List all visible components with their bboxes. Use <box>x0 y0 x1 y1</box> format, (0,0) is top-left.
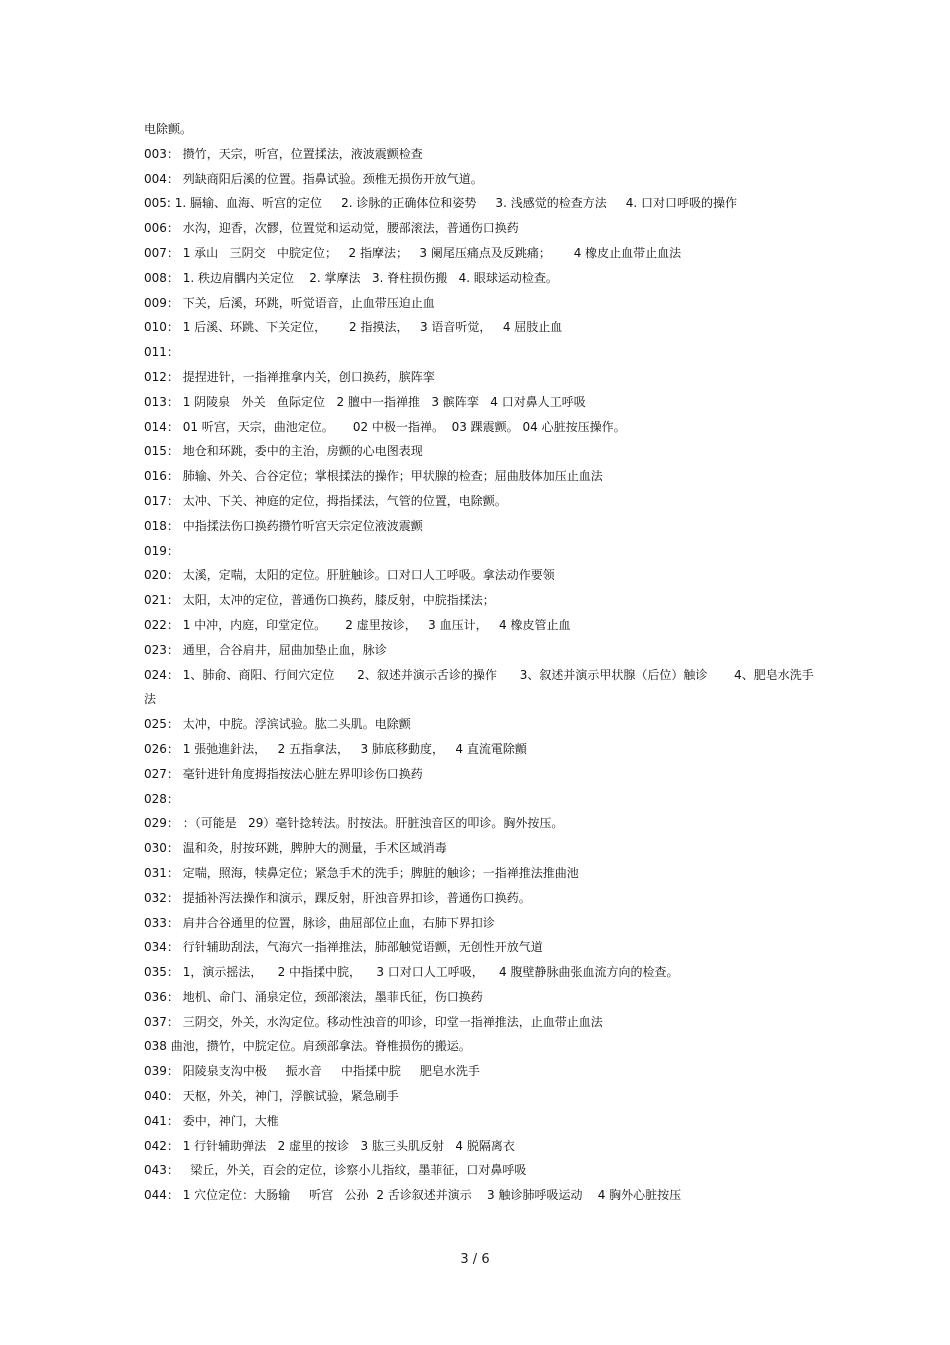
text-line: 021： 太阳，太冲的定位，普通伤口换药，膝反射，中脘指揉法； <box>144 593 495 608</box>
text-line: 006： 水沟，迎香，次髎，位置觉和运动觉，腰部滚法，普通伤口换药 <box>144 221 519 236</box>
text-line: 016： 肺输、外关、合谷定位；掌根揉法的操作；甲状腺的检查；屈曲肢体加压止血法 <box>144 469 603 484</box>
text-line: 026： 1 張弛進針法， 2 五指拿法， 3 肺底移動度， 4 直流電除顫 <box>144 741 527 756</box>
text-line: 013： 1 阴陵泉 外关 鱼际定位 2 膻中一指禅推 3 髌阵挛 4 口对鼻人工呼吸 <box>144 394 586 409</box>
text-line: 018： 中指揉法伤口换药攒竹听宫天宗定位液波震颤 <box>144 518 423 533</box>
text-line: 037： 三阴交，外关，水沟定位。移动性浊音的叩诊，印堂一指禅推法，止血带止血法 <box>144 1014 603 1029</box>
text-line: 009： 下关，后溪，环跳，听觉语音，止血带压迫止血 <box>144 295 435 310</box>
text-line: 029： ：（可能是 29）毫针捻转法。肘按法。肝脏浊音区的叩诊。胸外按压。 <box>144 816 564 831</box>
text-line: 027： 毫针进针角度拇指按法心脏左界叩诊伤口换药 <box>144 766 423 781</box>
text-line: 034： 行针辅助刮法，气海穴一指禅推法，肺部触觉语颤，无创性开放气道 <box>144 940 543 955</box>
text-line: 033： 肩井合谷通里的位置，脉诊，曲屈部位止血，右肺下界扣诊 <box>144 915 495 930</box>
page-number: 3 / 6 <box>460 1252 490 1267</box>
text-line: 015： 地仓和环跳，委中的主治，房颤的心电图表现 <box>144 444 423 459</box>
text-line: 003： 攒竹，天宗，听宫，位置揉法，液波震颤检查 <box>144 146 423 161</box>
text-line: 022： 1 中冲，内庭，印堂定位。 2 虚里按诊， 3 血压计， 4 橡皮管止血 <box>144 617 571 632</box>
text-line: 007： 1 承山 三阴交 中脘定位； 2 指摩法； 3 阑尾压痛点及反跳痛； 4 橡皮止血带止血法 <box>144 245 682 260</box>
text-line: 017： 太冲、下关、神庭的定位，拇指揉法，气管的位置，电除颤。 <box>144 493 507 508</box>
text-line: 020： 太溪，定喘，太阳的定位。肝脏触诊。口对口人工呼吸。拿法动作要领 <box>144 568 555 583</box>
text-line: 023： 通里，合谷肩井，屈曲加垫止血，脉诊 <box>144 642 387 657</box>
text-line: 040： 天枢，外关，神门，浮髌试验，紧急刷手 <box>144 1089 399 1104</box>
text-line: 012： 提捏进针，一指禅推拿内关，创口换药，膑阵挛 <box>144 369 435 384</box>
text-line: 039： 阳陵泉支沟中极 振水音 中指揉中脘 肥皂水洗手 <box>144 1064 480 1079</box>
text-line: 042： 1 行针辅助弹法 2 虚里的按诊 3 肱三头肌反射 4 脱隔离衣 <box>144 1138 515 1153</box>
text-line: 035： 1，演示摇法， 2 中指揉中脘， 3 口对口人工呼吸， 4 腹壁静脉曲张血流方向的检查。 <box>144 965 679 980</box>
text-line: 028： <box>144 791 179 806</box>
text-line: 008： 1. 秩边肩髃内关定位 2. 掌摩法 3. 脊柱损伤搬 4. 眼球运动检查。 <box>144 270 558 285</box>
text-line: 005: 1. 膈输、血海、听宫的定位 2. 诊脉的正确体位和姿势 3. 浅感觉的检查方法 4. 口对口呼吸的操作 <box>144 196 738 211</box>
document-body <box>144 117 814 1208</box>
text-line: 043： 梁丘，外关，百会的定位，诊察小儿指纹，墨菲征，口对鼻呼吸 <box>144 1163 527 1178</box>
text-line: 032： 提插补泻法操作和演示，踝反射，肝浊音界扣诊，普通伤口换药。 <box>144 890 531 905</box>
text-line: 010： 1 后溪、环跳、下关定位， 2 指摸法， 3 语音听觉， 4 屈肢止血 <box>144 320 563 335</box>
text-line: 036： 地机、命门、涌泉定位，颈部滚法，墨菲氏征，伤口换药 <box>144 989 483 1004</box>
text-line: 025： 太冲，中脘。浮滨试验。肱二头肌。电除颤 <box>144 717 411 732</box>
text-line: 038 曲池，攒竹，中脘定位。肩颈部拿法。脊椎损伤的搬运。 <box>144 1039 471 1054</box>
text-line: 041： 委中，神门，大椎 <box>144 1113 279 1128</box>
text-line: 019： <box>144 543 179 558</box>
text-line: 011： <box>144 345 179 360</box>
text-line: 031： 定喘，照海，犊鼻定位；紧急手术的洗手；脾脏的触诊；一指禅推法推曲池 <box>144 865 579 880</box>
text-line: 030： 温和灸，肘按环跳，脾肿大的测量，手术区域消毒 <box>144 841 447 856</box>
text-line: 014： 01 听宫，天宗，曲池定位。 02 中极一指禅。 03 踝震颤。 04 心脏按压操作。 <box>144 419 626 434</box>
text-line: 024： 1、肺俞、商阳、行间穴定位 2、叙述并演示舌诊的操作 3、叙述并演示甲状腺（后位）触诊 4、肥皂水洗手法 <box>144 667 814 707</box>
text-line: 电除颤。 <box>144 122 193 136</box>
text-line: 044： 1 穴位定位：大肠输 听宫 公孙 2 舌诊叙述并演示 3 触诊肺呼吸运动 4 胸外心脏按压 <box>144 1188 682 1203</box>
text-line: 004： 列缺商阳后溪的位置。指鼻试验。颈椎无损伤开放气道。 <box>144 171 483 186</box>
